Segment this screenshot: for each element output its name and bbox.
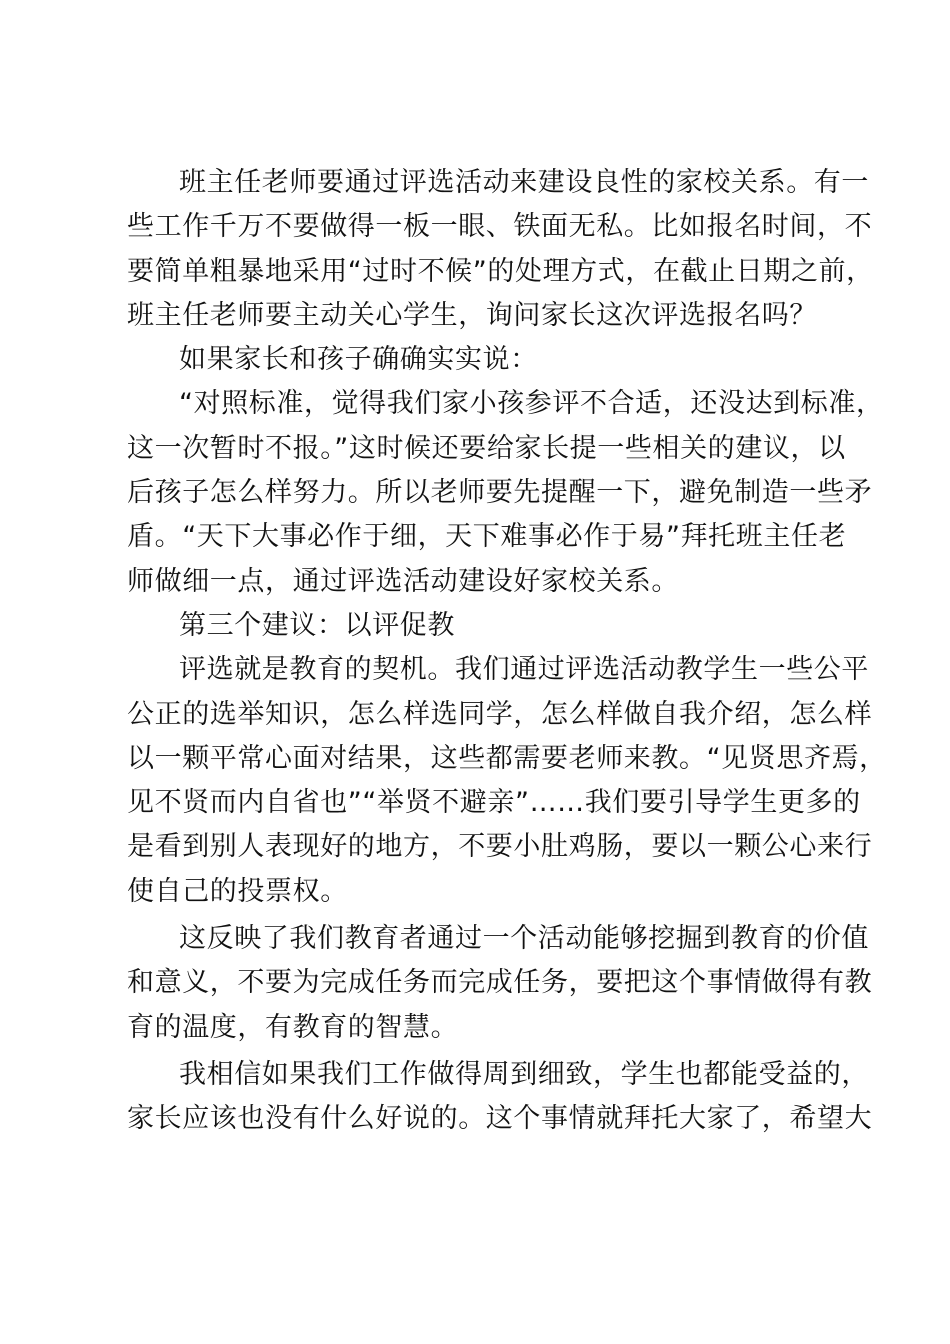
text-line: 评选就是教育的契机。我们通过评选活动教学生一些公平 <box>179 654 869 686</box>
text-line: 些工作千万不要做得一板一眼、铁面无私。比如报名时间，不 <box>127 211 873 243</box>
text-line: 这反映了我们教育者通过一个活动能够挖掘到教育的价值 <box>179 923 869 955</box>
paragraph-7 <box>127 1053 873 1142</box>
text-line: 使自己的投票权。 <box>127 875 348 907</box>
paragraph-5 <box>127 648 887 914</box>
text-line: 盾。“天下大事必作于细，天下难事必作于易”拜托班主任老 <box>127 521 847 553</box>
text-line: 和意义，不要为完成任务而完成任务，要把这个事情做得有教 <box>127 967 873 999</box>
text-line: 后孩子怎么样努力。所以老师要先提醒一下，避免制造一些矛 <box>127 477 873 509</box>
text-line: 师做细一点，通过评选活动建设好家校关系。 <box>127 565 679 597</box>
text-line: 第三个建议：以评促教 <box>179 609 455 641</box>
text-line: 要简单粗暴地采用“过时不候”的处理方式，在截止日期之前， <box>127 255 874 287</box>
text-line: 如果家长和孩子确确实实说： <box>179 344 538 376</box>
paragraph-6 <box>127 917 873 1050</box>
section-heading <box>127 604 833 648</box>
text-line: 以一颗平常心面对结果，这些都需要老师来教。“见贤思齐焉， <box>127 742 887 774</box>
paragraph-3 <box>127 382 884 603</box>
text-line: 家长应该也没有什么好说的。这个事情就拜托大家了，希望大 <box>127 1103 873 1135</box>
text-line: 公正的选举知识，怎么样选同学，怎么样做自我介绍，怎么样 <box>127 698 873 730</box>
paragraph-1 <box>127 161 874 338</box>
text-line: “对照标准，觉得我们家小孩参评不合适，还没达到标准， <box>179 388 884 420</box>
text-line: 育的温度，有教育的智慧。 <box>127 1011 459 1043</box>
paragraph-2 <box>127 338 833 382</box>
text-line: 是看到别人表现好的地方，不要小肚鸡肠，要以一颗公心来行 <box>127 831 873 863</box>
document-body <box>127 161 887 1142</box>
text-line: 这一次暂时不报。”这时候还要给家长提一些相关的建议，以 <box>127 432 846 464</box>
text-line: 班主任老师要通过评选活动来建设良性的家校关系。有一 <box>179 167 869 198</box>
text-line: 班主任老师要主动关心学生，询问家长这次评选报名吗？ <box>127 299 817 331</box>
text-line: 见不贤而内自省也”“举贤不避亲”……我们要引导学生更多的 <box>127 787 861 819</box>
text-line: 我相信如果我们工作做得周到细致，学生也都能受益的， <box>179 1058 869 1090</box>
